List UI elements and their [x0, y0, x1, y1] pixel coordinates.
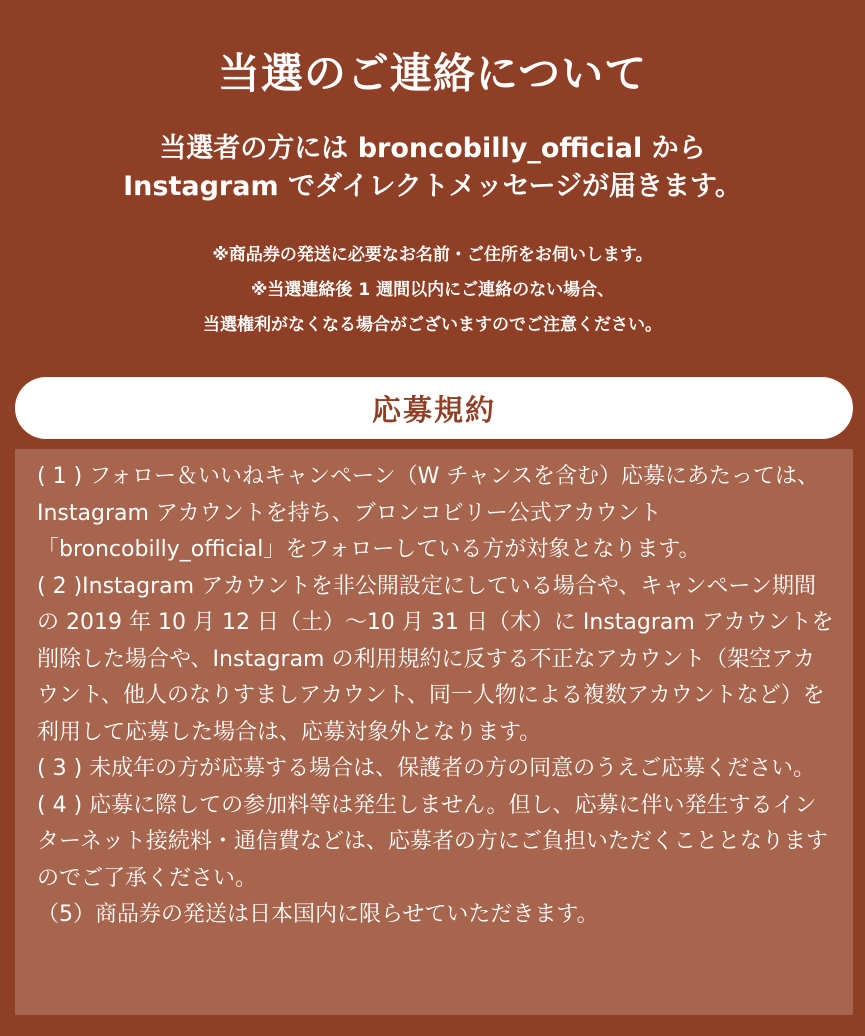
lead-line: 当選者の方には broncobilly_official から [159, 133, 706, 164]
note-line: ※商品券の発送に必要なお名前・ご住所をお伺いします。 [212, 245, 653, 265]
note-line: ※当選連絡後 1 週間以内にご連絡のない場合、 [250, 280, 615, 300]
contact-notes [0, 238, 865, 343]
terms-clause-5: （5）商品券の発送は日本国内に限らせていただきます。 [37, 902, 599, 927]
terms-body [15, 449, 853, 1015]
note-line: 当選権利がなくなる場合がございますのでご注意ください。 [203, 315, 662, 335]
lead-line: Instagram でダイレクトメッセージが届きます。 [123, 171, 742, 202]
terms-clause-4: ( 4 ) 応募に際しての参加料等は発生しません。但し、応募に伴い発生するインターネット接続料・通信費などは、応募者の方にご負担いただくこととなりますのでご了承ください。 [37, 792, 828, 891]
terms-heading: 応募規約 [371, 392, 496, 427]
terms-clause-3: ( 3 ) 未成年の方が応募する場合は、保護者の方の同意のうえご応募ください。 [37, 756, 816, 781]
winner-contact-lead [0, 130, 865, 206]
terms-clause-1: ( 1 ) フォロー＆いいねキャンペーン（W チャンスを含む）応募にあたっては、Instagram アカウントを持ち、ブロンコビリー公式アカウント「broncobilly_official」をフォローしている方が対象となります。 [37, 464, 820, 562]
page-title: 当選のご連絡について [217, 49, 648, 98]
terms-heading-banner [15, 377, 853, 439]
terms-clause-2: ( 2 )Instagram アカウントを非公開設定にしている場合や、キャンペーン期間の 2019 年 10 月 12 日（土）～10 月 31 日（木）に Instagram アカウントを削除した場合や、Instagram の利用規約に反する不正なアカウント（架空アカウント、他人のなりすましアカウント、同一人物による複数アカウントなど）を利用して応募した場合は、応募対象外となります。 [37, 573, 834, 745]
